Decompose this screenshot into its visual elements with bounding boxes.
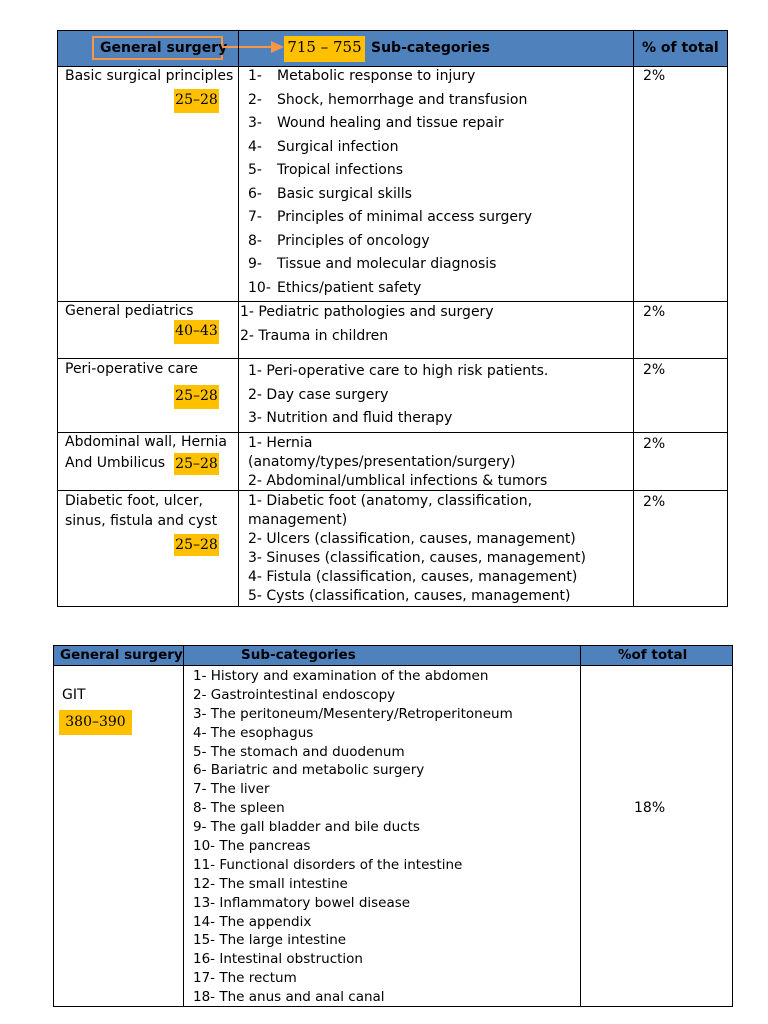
- list-item: 3- Nutrition and fluid therapy: [248, 410, 453, 426]
- list-item: 6- Bariatric and metabolic surgery: [193, 762, 425, 779]
- list-item: 2- Gastrointestinal endoscopy: [193, 686, 396, 703]
- list-item: 15- The large intestine: [193, 932, 347, 949]
- list-item: 10- Ethics/patient safety: [248, 279, 422, 296]
- list-item: 17- The rectum: [193, 970, 297, 987]
- list-item: 8- Principles of oncology: [248, 232, 430, 249]
- list-item: 6- Basic surgical skills: [248, 185, 412, 202]
- subcategory-list: [248, 360, 548, 431]
- range-badge: 25–28: [174, 89, 219, 113]
- table1-header-category: General surgery: [100, 40, 228, 56]
- list-item: 2- Ulcers (classification, causes, management): [248, 531, 576, 547]
- table1-header-subcategories: Sub-categories: [371, 40, 490, 56]
- range-badge: 40–43: [174, 320, 219, 344]
- list-item: 11- Functional disorders of the intestine: [193, 856, 463, 873]
- row-percent: 2%: [643, 362, 666, 378]
- table2-header-subcategories: Sub-categories: [241, 647, 356, 663]
- row-category: GIT: [62, 687, 86, 703]
- table1-header-range: 715 – 755: [284, 36, 365, 62]
- arrow-right-icon: [223, 40, 285, 54]
- list-item: 4- Surgical infection: [248, 138, 399, 155]
- grid-line: [53, 645, 733, 646]
- table1-header-percent: % of total: [642, 40, 719, 56]
- list-item: 14- The appendix: [193, 913, 312, 930]
- grid-line: [727, 30, 728, 607]
- row-percent: 2%: [643, 68, 666, 84]
- table2-header-percent: %of total: [618, 647, 688, 663]
- range-badge: 25–28: [174, 453, 219, 475]
- row-percent: 2%: [643, 304, 666, 320]
- grid-line: [238, 30, 239, 607]
- subcategory-list: [248, 65, 532, 300]
- grid-line: [57, 30, 58, 607]
- grid-line: [57, 30, 728, 31]
- list-item: 5- Cysts (classification, causes, management): [248, 588, 571, 604]
- list-item: 5- The stomach and duodenum: [193, 743, 405, 760]
- row-percent: 2%: [643, 436, 666, 452]
- list-item: 9- The gall bladder and bile ducts: [193, 819, 420, 836]
- list-item: 1- Peri-operative care to high risk patients.: [248, 363, 549, 379]
- row-category: Peri-operative care: [65, 361, 198, 377]
- list-item: 1- Metabolic response to injury: [248, 68, 476, 84]
- list-item: 2- Shock, hemorrhage and transfusion: [248, 91, 528, 108]
- list-item: 5- Tropical infections: [248, 162, 404, 178]
- row-category-line1: Abdominal wall, Hernia: [65, 434, 227, 450]
- range-badge: 380–390: [59, 710, 132, 735]
- grid-line: [732, 645, 733, 1007]
- grid-line: [57, 606, 728, 607]
- row-percent: 2%: [643, 494, 666, 510]
- row-category-line1: Diabetic foot, ulcer,: [65, 493, 204, 509]
- table2-header-category: General surgery: [60, 647, 183, 663]
- grid-line: [53, 645, 54, 1007]
- list-item: 1- Hernia: [248, 435, 313, 451]
- range-badge: 25–28: [174, 385, 219, 409]
- row-category: General pediatrics: [65, 303, 194, 319]
- list-item: 10- The pancreas: [193, 838, 311, 855]
- subcategory-list: [193, 667, 513, 1007]
- list-item: 7- The liver: [193, 781, 270, 798]
- list-item: 2- Day case surgery: [248, 386, 389, 403]
- list-item: 2- Trauma in children: [240, 327, 389, 344]
- list-item: 7- Principles of minimal access surgery: [248, 209, 533, 225]
- list-item: 3- Wound healing and tissue repair: [248, 115, 504, 131]
- list-item: management): [248, 512, 348, 528]
- subcategory-list: [240, 301, 494, 348]
- grid-line: [580, 645, 581, 1007]
- list-item: (anatomy/types/presentation/surgery): [248, 454, 516, 470]
- row-category-line2: And Umbilicus: [65, 455, 166, 471]
- list-item: 16- Intestinal obstruction: [193, 951, 363, 968]
- list-item: 3- Sinuses (classification, causes, management): [248, 550, 586, 566]
- grid-line: [183, 645, 184, 1007]
- list-item: 1- History and examination of the abdomen: [193, 668, 489, 684]
- list-item: 1- Pediatric pathologies and surgery: [240, 304, 494, 320]
- row-category-line2: sinus, fistula and cyst: [65, 513, 218, 529]
- list-item: 12- The small intestine: [193, 875, 348, 892]
- row-percent: 18%: [634, 800, 666, 816]
- list-item: 8- The spleen: [193, 800, 285, 817]
- list-item: 9- Tissue and molecular diagnosis: [248, 256, 497, 272]
- range-badge: 25–28: [174, 534, 219, 556]
- grid-line: [633, 30, 634, 607]
- list-item: 1- Diabetic foot (anatomy, classification,: [248, 493, 533, 509]
- list-item: 2- Abdominal/umblical infections & tumors: [248, 473, 548, 489]
- list-item: 4- The esophagus: [193, 724, 314, 741]
- subcategory-list: [248, 434, 547, 491]
- subcategory-list: [248, 492, 586, 606]
- list-item: 13- Inflammatory bowel disease: [193, 894, 411, 911]
- list-item: 18- The anus and anal canal: [193, 989, 385, 1006]
- list-item: 3- The peritoneum/Mesentery/Retroperitoneum: [193, 705, 513, 722]
- grid-line: [53, 665, 733, 666]
- list-item: 4- Fistula (classification, causes, management): [248, 569, 578, 585]
- row-category: Basic surgical principles: [65, 68, 234, 84]
